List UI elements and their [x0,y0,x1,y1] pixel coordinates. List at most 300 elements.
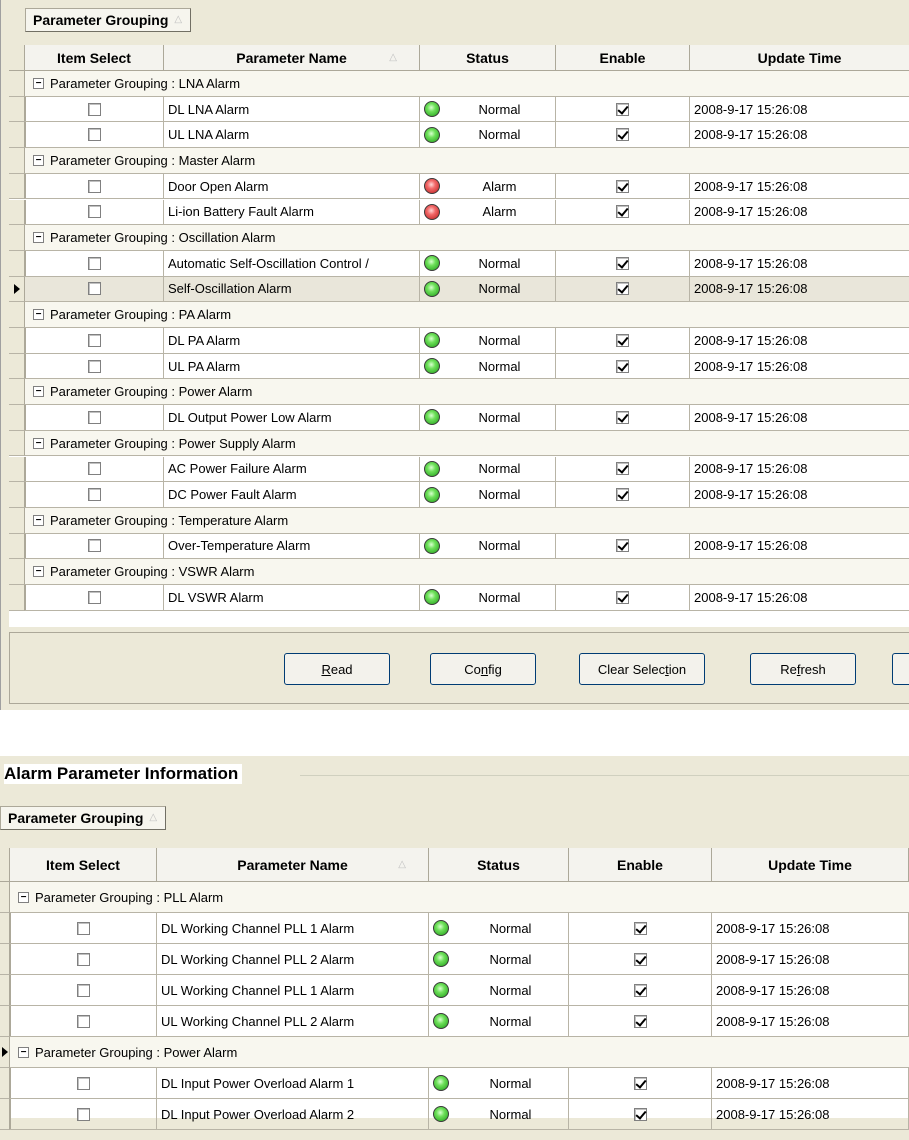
item-select-cell[interactable] [10,944,157,975]
normal-led-icon [424,127,440,143]
item-select-checkbox[interactable] [88,103,101,116]
enable-cell[interactable] [556,328,690,354]
table-row[interactable] [9,482,909,508]
parameter-name-cell [157,944,429,975]
item-select-cell[interactable] [10,1006,157,1037]
read-button[interactable]: R ead [284,653,390,685]
group-row[interactable] [9,431,909,457]
parameter-name: UL LNA Alarm [168,127,250,143]
group-row[interactable] [9,302,909,328]
column-label: Update Time [768,856,852,873]
collapse-icon[interactable]: − [18,1047,29,1058]
status-text: Normal [478,127,521,143]
enable-checkbox[interactable] [616,334,629,347]
update-time: 2008-9-17 15:26:08 [694,538,808,554]
status-text: Normal [478,409,521,425]
item-select-cell[interactable] [25,200,164,226]
update-time: 2008-9-17 15:26:08 [694,204,808,220]
update-time: 2008-9-17 15:26:08 [716,982,830,998]
group-row[interactable] [9,71,909,97]
enable-cell[interactable] [556,482,690,508]
group-label-cell [25,379,909,405]
item-select-cell[interactable] [25,251,164,277]
item-select-cell[interactable] [25,534,164,560]
enable-cell[interactable] [569,1099,712,1130]
update-time: 2008-9-17 15:26:08 [694,358,808,374]
collapse-icon[interactable]: − [33,438,44,449]
group-label: Parameter Grouping : PLL Alarm [35,889,224,905]
update-time: 2008-9-17 15:26:08 [694,589,808,605]
enable-checkbox[interactable] [616,411,629,424]
table-row[interactable] [9,328,909,354]
enable-checkbox[interactable] [616,103,629,116]
enable-cell[interactable] [569,944,712,975]
enable-checkbox[interactable] [616,205,629,218]
item-select-checkbox[interactable] [88,462,101,475]
item-select-cell[interactable] [25,457,164,483]
status-cell [420,328,556,354]
table-row[interactable] [9,277,909,303]
parameter-name: Door Open Alarm [168,178,269,194]
parameter-grid [9,45,909,627]
column-header-row [0,848,909,882]
clear-selection-button[interactable]: Clear Selec t ion [579,653,705,685]
normal-led-icon [433,1013,449,1029]
parameter-name-cell [164,328,420,354]
update-time: 2008-9-17 15:26:08 [694,101,808,117]
collapse-icon[interactable]: − [33,232,44,243]
update-time-cell [690,534,909,560]
update-time: 2008-9-17 15:26:08 [694,487,808,503]
item-select-cell[interactable] [10,1099,157,1130]
enable-checkbox[interactable] [634,1077,647,1090]
row-header [9,200,25,226]
row-header [9,482,25,508]
enable-cell[interactable] [556,354,690,380]
status-text: Normal [489,1013,532,1029]
update-time: 2008-9-17 15:26:08 [694,281,808,297]
table-row[interactable] [9,251,909,277]
item-select-checkbox[interactable] [88,180,101,193]
parameter-name: DC Power Fault Alarm [168,487,297,503]
enable-checkbox[interactable] [616,462,629,475]
column-status[interactable] [429,848,569,882]
update-time-cell [712,975,909,1006]
enable-cell[interactable] [569,1006,712,1037]
table-row[interactable] [0,913,909,944]
item-select-checkbox[interactable] [88,205,101,218]
status-cell [420,174,556,200]
update-time: 2008-9-17 15:26:08 [694,409,808,425]
row-header [9,534,25,560]
parameter-name-cell [164,174,420,200]
column-parameter-name[interactable] [164,45,420,71]
status-text: Normal [478,101,521,117]
column-parameter-name[interactable] [157,848,429,882]
parameter-name: DL Input Power Overload Alarm 2 [161,1106,355,1122]
parameter-name: Automatic Self-Oscillation Control / [168,255,369,271]
enable-checkbox[interactable] [616,539,629,552]
column-label: Enable [599,49,646,66]
parameter-name: DL LNA Alarm [168,101,250,117]
refresh-button[interactable]: Re f resh [750,653,856,685]
normal-led-icon [424,461,440,477]
item-select-checkbox[interactable] [88,411,101,424]
column-status[interactable] [420,45,556,71]
sort-arrow-icon: △ [149,812,158,823]
enable-cell[interactable] [569,1068,712,1099]
table-row[interactable] [9,200,909,226]
table-row[interactable] [9,97,909,123]
column-update-time[interactable] [690,45,909,71]
parameter-name-cell [164,97,420,123]
item-select-checkbox[interactable] [77,1108,90,1121]
item-select-checkbox[interactable] [88,334,101,347]
sort-arrow-icon: △ [174,14,183,25]
parameter-name: DL Working Channel PLL 1 Alarm [161,920,355,936]
update-time: 2008-9-17 15:26:08 [694,461,808,477]
parameter-name-cell [157,1099,429,1130]
row-header [9,122,25,148]
update-time: 2008-9-17 15:26:08 [694,178,808,194]
update-time: 2008-9-17 15:26:08 [694,255,808,271]
sort-arrow-icon: △ [398,859,406,870]
alarm-parameter-grid [0,848,909,1122]
parameter-name-cell [164,277,420,303]
normal-led-icon [424,281,440,297]
collapse-icon[interactable]: − [33,566,44,577]
item-select-checkbox[interactable] [77,953,90,966]
collapse-icon[interactable]: − [33,386,44,397]
group-label-cell [25,508,909,534]
enable-checkbox[interactable] [616,591,629,604]
table-row[interactable] [9,122,909,148]
item-select-cell[interactable] [25,174,164,200]
update-time-cell [690,585,909,611]
update-time-cell [690,97,909,123]
status-cell [420,457,556,483]
normal-led-icon [424,101,440,117]
parameter-name-cell [157,913,429,944]
group-label: Parameter Grouping : PA Alarm [50,307,232,323]
status-cell [429,975,569,1006]
status-text: Normal [478,358,521,374]
table-row[interactable] [9,405,909,431]
update-time: 2008-9-17 15:26:08 [694,127,808,143]
row-header-corner [0,848,10,882]
enable-cell[interactable] [556,405,690,431]
item-select-cell[interactable] [25,405,164,431]
group-label-cell [25,559,909,585]
row-header [0,1068,10,1099]
status-cell [420,97,556,123]
row-header [9,71,25,97]
extra-button[interactable] [892,653,909,685]
item-select-checkbox[interactable] [88,282,101,295]
enable-checkbox[interactable] [634,1015,647,1028]
item-select-checkbox[interactable] [88,128,101,141]
row-header [9,354,25,380]
group-label: Parameter Grouping : Power Alarm [35,1044,238,1060]
status-text: Normal [478,281,521,297]
status-cell [429,944,569,975]
column-item-select[interactable] [25,45,164,71]
status-text: Normal [489,1106,532,1122]
parameter-name: UL PA Alarm [168,358,241,374]
group-row[interactable] [0,1037,909,1068]
update-time: 2008-9-17 15:26:08 [716,1106,830,1122]
status-text: Normal [478,255,521,271]
button-bar [9,632,909,704]
table-row[interactable] [0,1068,909,1099]
update-time-cell [690,405,909,431]
sort-arrow-icon: △ [389,52,397,63]
group-row[interactable] [9,559,909,585]
parameter-grouping-chip[interactable] [25,8,191,32]
table-row[interactable] [9,174,909,200]
normal-led-icon [433,982,449,998]
table-row[interactable] [9,585,909,611]
column-header-row [9,45,909,71]
alarm-led-icon [424,178,440,194]
update-time-cell [690,122,909,148]
group-label-cell [25,431,909,457]
status-text: Normal [478,487,521,503]
row-header [9,174,25,200]
status-cell [420,200,556,226]
update-time: 2008-9-17 15:26:08 [716,920,830,936]
grouping-chip-label: Parameter Grouping [33,12,169,28]
fieldset-divider [300,775,909,776]
group-row[interactable] [9,379,909,405]
table-row[interactable] [9,354,909,380]
collapse-icon[interactable]: − [33,309,44,320]
table-row[interactable] [9,457,909,483]
item-select-checkbox[interactable] [88,539,101,552]
item-select-cell[interactable] [25,277,164,303]
update-time-cell [712,1006,909,1037]
normal-led-icon [424,255,440,271]
item-select-cell[interactable] [25,354,164,380]
row-header [9,251,25,277]
group-label: Parameter Grouping : Power Alarm [50,384,253,400]
row-header [0,1099,10,1130]
group-label: Parameter Grouping : LNA Alarm [50,75,241,91]
update-time-cell [690,354,909,380]
table-row[interactable] [0,1099,909,1130]
column-label: Status [466,49,509,66]
status-cell [420,534,556,560]
enable-cell[interactable] [556,585,690,611]
parameter-name: DL Input Power Overload Alarm 1 [161,1075,355,1091]
status-text: Normal [489,1075,532,1091]
update-time-cell [712,944,909,975]
item-select-checkbox[interactable] [88,488,101,501]
enable-checkbox[interactable] [616,282,629,295]
current-row-arrow-icon [2,1047,8,1057]
item-select-cell[interactable] [25,585,164,611]
row-header [0,1037,10,1068]
column-enable[interactable] [569,848,712,882]
normal-led-icon [424,409,440,425]
enable-cell[interactable] [569,913,712,944]
enable-cell[interactable] [556,97,690,123]
item-select-checkbox[interactable] [88,591,101,604]
column-label: Enable [617,856,663,873]
column-item-select[interactable] [10,848,157,882]
item-select-cell[interactable] [25,122,164,148]
enable-cell[interactable] [556,534,690,560]
normal-led-icon [424,538,440,554]
normal-led-icon [424,358,440,374]
parameter-name-cell [157,975,429,1006]
group-label-cell [25,71,909,97]
parameter-grouping-chip-2[interactable] [0,806,166,830]
normal-led-icon [433,1075,449,1091]
enable-cell[interactable] [569,975,712,1006]
normal-led-icon [424,589,440,605]
group-row[interactable] [0,882,909,913]
row-header [9,585,25,611]
group-label: Parameter Grouping : VSWR Alarm [50,564,255,580]
group-label: Parameter Grouping : Master Alarm [50,152,256,168]
item-select-checkbox[interactable] [77,1015,90,1028]
update-time-cell [712,1099,909,1130]
current-row-arrow-icon [14,284,20,294]
table-row[interactable] [0,1006,909,1037]
item-select-cell[interactable] [25,482,164,508]
fieldset-title: Alarm Parameter Information [4,764,242,784]
status-text: Normal [478,538,521,554]
group-label-cell [10,1037,909,1068]
parameter-name: DL Output Power Low Alarm [168,409,332,425]
normal-led-icon [424,487,440,503]
normal-led-icon [424,332,440,348]
table-row[interactable] [9,534,909,560]
group-row[interactable] [9,508,909,534]
column-label: Parameter Name [236,49,347,66]
row-header [9,97,25,123]
normal-led-icon [433,951,449,967]
item-select-cell[interactable] [25,328,164,354]
config-button[interactable]: Co n fig [430,653,536,685]
row-header [9,148,25,174]
collapse-icon[interactable]: − [18,892,29,903]
row-header [9,225,25,251]
column-label: Parameter Name [237,856,348,873]
enable-cell[interactable] [556,277,690,303]
status-text: Normal [489,920,532,936]
row-header [0,913,10,944]
group-label-cell [25,148,909,174]
row-header [9,559,25,585]
collapse-icon[interactable]: − [33,515,44,526]
group-label: Parameter Grouping : Temperature Alarm [50,512,289,528]
parameter-name-cell [164,482,420,508]
update-time: 2008-9-17 15:26:08 [716,1075,830,1091]
status-cell [420,122,556,148]
row-header [0,944,10,975]
parameter-name: Self-Oscillation Alarm [168,281,292,297]
normal-led-icon [433,920,449,936]
alarm-led-icon [424,204,440,220]
enable-cell[interactable] [556,200,690,226]
column-update-time[interactable] [712,848,909,882]
status-text: Normal [489,982,532,998]
group-label-cell [25,302,909,328]
update-time-cell [712,1068,909,1099]
row-header [0,1006,10,1037]
update-time-cell [690,277,909,303]
enable-cell[interactable] [556,122,690,148]
item-select-checkbox[interactable] [77,984,90,997]
row-header-corner [9,45,25,71]
item-select-cell[interactable] [10,913,157,944]
enable-cell[interactable] [556,457,690,483]
enable-checkbox[interactable] [616,488,629,501]
update-time-cell [690,200,909,226]
enable-checkbox[interactable] [634,1108,647,1121]
table-row[interactable] [0,944,909,975]
column-label: Item Select [57,49,131,66]
item-select-cell[interactable] [10,975,157,1006]
enable-cell[interactable] [556,251,690,277]
status-text: Normal [478,461,521,477]
row-header [9,277,25,303]
item-select-checkbox[interactable] [77,922,90,935]
enable-checkbox[interactable] [634,953,647,966]
update-time-cell [712,913,909,944]
parameter-name-cell [157,1068,429,1099]
update-time: 2008-9-17 15:26:08 [716,1013,830,1029]
status-text: Alarm [482,178,517,194]
group-row[interactable] [9,225,909,251]
collapse-icon[interactable]: − [33,155,44,166]
normal-led-icon [433,1106,449,1122]
table-row[interactable] [0,975,909,1006]
column-enable[interactable] [556,45,690,71]
update-time-cell [690,482,909,508]
group-label: Parameter Grouping : Power Supply Alarm [50,435,296,451]
enable-checkbox[interactable] [634,984,647,997]
enable-checkbox[interactable] [616,128,629,141]
item-select-checkbox[interactable] [88,257,101,270]
row-header [9,302,25,328]
enable-cell[interactable] [556,174,690,200]
enable-checkbox[interactable] [634,922,647,935]
item-select-checkbox[interactable] [77,1077,90,1090]
row-header [9,379,25,405]
status-cell [420,482,556,508]
update-time: 2008-9-17 15:26:08 [716,951,830,967]
parameter-name-cell [164,354,420,380]
item-select-checkbox[interactable] [88,360,101,373]
enable-checkbox[interactable] [616,180,629,193]
status-text: Normal [478,589,521,605]
parameter-name: DL PA Alarm [168,332,241,348]
enable-checkbox[interactable] [616,257,629,270]
collapse-icon[interactable]: − [33,78,44,89]
item-select-cell[interactable] [25,97,164,123]
status-text: Normal [478,332,521,348]
update-time-cell [690,251,909,277]
parameter-name: AC Power Failure Alarm [168,461,307,477]
enable-checkbox[interactable] [616,360,629,373]
update-time-cell [690,174,909,200]
column-label: Status [477,856,520,873]
item-select-cell[interactable] [10,1068,157,1099]
group-row[interactable] [9,148,909,174]
